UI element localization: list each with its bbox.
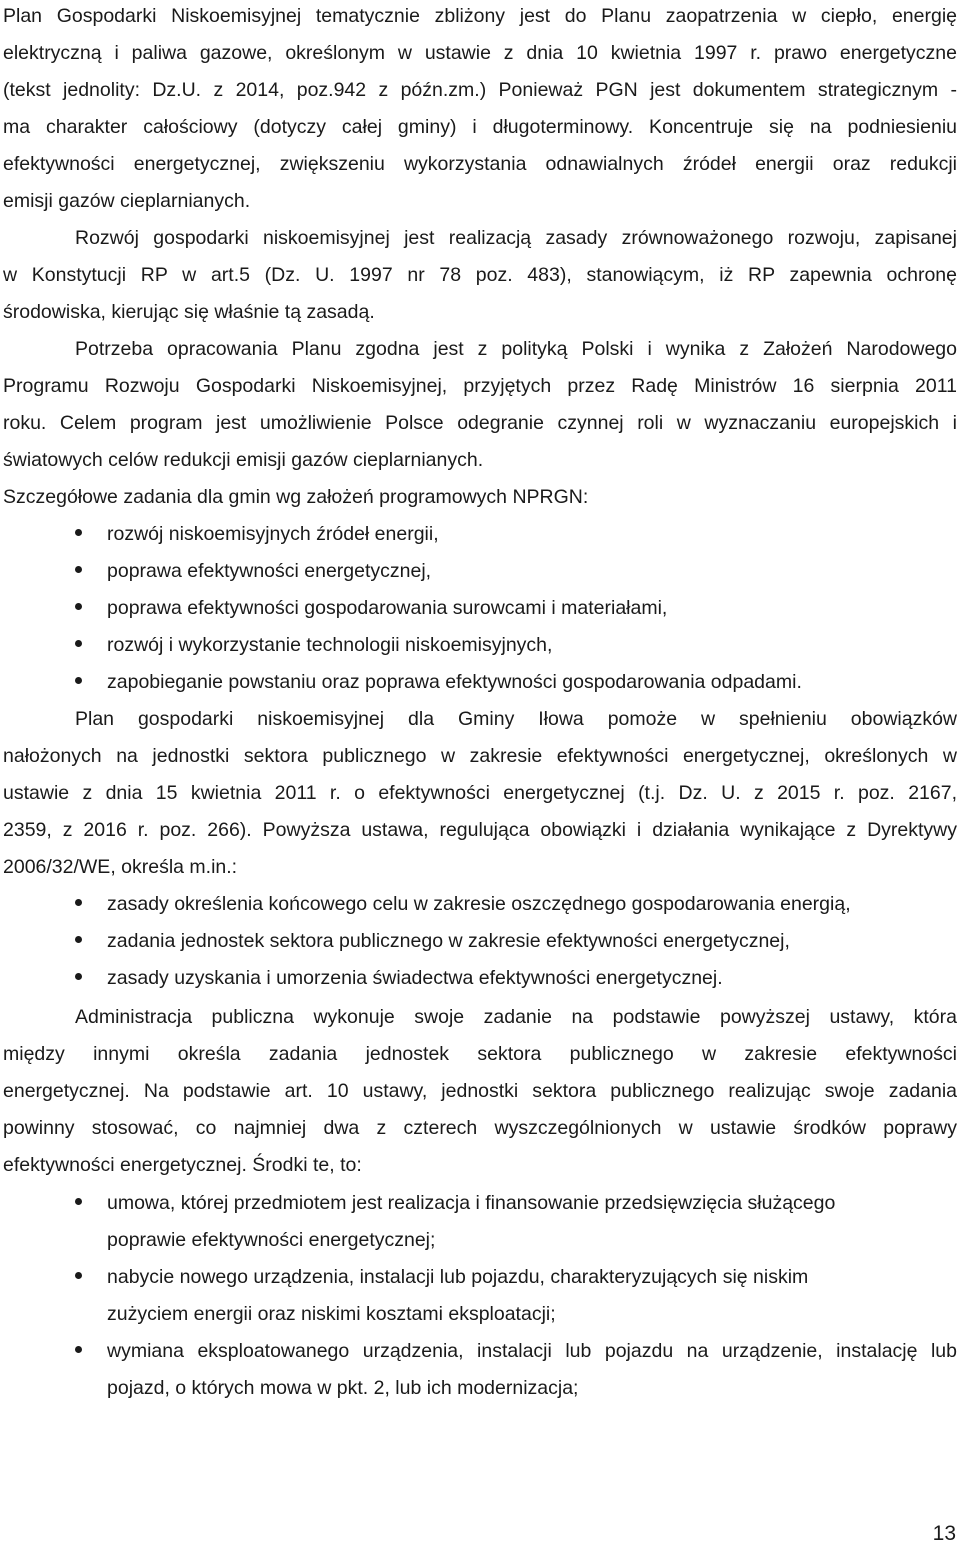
paragraph-line: w Konstytucji RP w art.5 (Dz. U. 1997 nr 78 poz. 483), stanowiącym, iż RP zapewnia ochronę xyxy=(3,264,957,286)
paragraph-line: energetycznej. Na podstawie art. 10 ustawy, jednostki sektora publicznego realizując swoje zadania xyxy=(3,1080,957,1102)
list-item: poprawa efektywności gospodarowania surowcami i materiałami, xyxy=(107,597,668,619)
paragraph-line: ustawie z dnia 15 kwietnia 2011 r. o efektywności energetycznej (t.j. Dz. U. z 2015 r. poz. 2167, xyxy=(3,782,957,804)
paragraph-line: efektywności energetycznej. Środki te, to: xyxy=(3,1154,362,1176)
bullet-icon xyxy=(75,1198,82,1205)
paragraph-line: efektywności energetycznej, zwiększeniu wykorzystania odnawialnych źródeł energii oraz redukcji xyxy=(3,153,957,175)
page-number: 13 xyxy=(932,1522,956,1545)
list-item-continuation: zużyciem energii oraz niskimi kosztami eksploatacji; xyxy=(107,1303,556,1325)
paragraph-line: powinny stosować, co najmniej dwa z czterech wyszczególnionych w ustawie środków poprawy xyxy=(3,1117,957,1139)
list-item: zasady uzyskania i umorzenia świadectwa efektywności energetycznej. xyxy=(107,967,723,989)
list-item: rozwój niskoemisyjnych źródeł energii, xyxy=(107,523,439,545)
paragraph-line: środowiska, kierując się właśnie tą zasadą. xyxy=(3,301,375,323)
bullet-icon xyxy=(75,640,82,647)
list-item: zadania jednostek sektora publicznego w zakresie efektywności energetycznej, xyxy=(107,930,790,952)
paragraph-line: 2006/32/WE, określa m.in.: xyxy=(3,856,238,878)
paragraph-line: elektryczną i paliwa gazowe, określonym w ustawie z dnia 10 kwietnia 1997 r. prawo energetyczne xyxy=(3,42,957,64)
paragraph-line: Rozwój gospodarki niskoemisyjnej jest realizacją zasady zrównoważonego rozwoju, zapisanej xyxy=(75,227,957,249)
paragraph-line: roku. Celem program jest umożliwienie Polsce odegranie czynnej roli w wyznaczaniu europejskich i xyxy=(3,412,957,434)
bullet-icon xyxy=(75,566,82,573)
list-item: zasady określenia końcowego celu w zakresie oszczędnego gospodarowania energią, xyxy=(107,893,851,915)
list-item-continuation: pojazd, o których mowa w pkt. 2, lub ich modernizacja; xyxy=(107,1377,579,1399)
bullet-icon xyxy=(75,677,82,684)
list-item: wymiana eksploatowanego urządzenia, instalacji lub pojazdu na urządzenie, instalację lub xyxy=(107,1340,957,1362)
paragraph-line: ma charakter całościowy (dotyczy całej gminy) i długoterminowy. Koncentruje się na podniesieniu xyxy=(3,116,957,138)
paragraph-line: między innymi określa zadania jednostek sektora publicznego w zakresie efektywności xyxy=(3,1043,957,1065)
paragraph-line: światowych celów redukcji emisji gazów cieplarnianych. xyxy=(3,449,484,471)
list-item: poprawa efektywności energetycznej, xyxy=(107,560,432,582)
paragraph-line: Plan gospodarki niskoemisyjnej dla Gminy Iłowa pomoże w spełnieniu obowiązków xyxy=(75,708,957,730)
list-item: zapobieganie powstaniu oraz poprawa efektywności gospodarowania odpadami. xyxy=(107,671,802,693)
list-item: nabycie nowego urządzenia, instalacji lub pojazdu, charakteryzujących się niskim xyxy=(107,1266,809,1288)
bullet-icon xyxy=(75,1346,82,1353)
list-item: umowa, której przedmiotem jest realizacja i finansowanie przedsięwzięcia służącego xyxy=(107,1192,836,1214)
paragraph-line: Potrzeba opracowania Planu zgodna jest z polityką Polski i wynika z Założeń Narodowego xyxy=(75,338,957,360)
bullet-icon xyxy=(75,603,82,610)
paragraph-line: Programu Rozwoju Gospodarki Niskoemisyjnej, przyjętych przez Radę Ministrów 16 sierpnia 2011 xyxy=(3,375,957,397)
list-item: rozwój i wykorzystanie technologii niskoemisyjnych, xyxy=(107,634,553,656)
paragraph-line: nałożonych na jednostki sektora publicznego w zakresie efektywności energetycznej, określonych w xyxy=(3,745,957,767)
bullet-icon xyxy=(75,936,82,943)
bullet-icon xyxy=(75,899,82,906)
bullet-icon xyxy=(75,529,82,536)
paragraph-line: Administracja publiczna wykonuje swoje zadanie na podstawie powyższej ustawy, która xyxy=(75,1006,957,1028)
list-intro: Szczegółowe zadania dla gmin wg założeń programowych NPRGN: xyxy=(3,486,589,508)
list-item-continuation: poprawie efektywności energetycznej; xyxy=(107,1229,436,1251)
paragraph-line: (tekst jednolity: Dz.U. z 2014, poz.942 z późn.zm.) Ponieważ PGN jest dokumentem strategicznym - xyxy=(3,79,957,101)
bullet-icon xyxy=(75,973,82,980)
paragraph-line: 2359, z 2016 r. poz. 266). Powyższa ustawa, regulująca obowiązki i działania wynikające z Dyrektywy xyxy=(3,819,957,841)
bullet-icon xyxy=(75,1272,82,1279)
paragraph-line: Plan Gospodarki Niskoemisyjnej tematycznie zbliżony jest do Planu zaopatrzenia w ciepło, energię xyxy=(3,5,957,27)
paragraph-line: emisji gazów cieplarnianych. xyxy=(3,190,251,212)
